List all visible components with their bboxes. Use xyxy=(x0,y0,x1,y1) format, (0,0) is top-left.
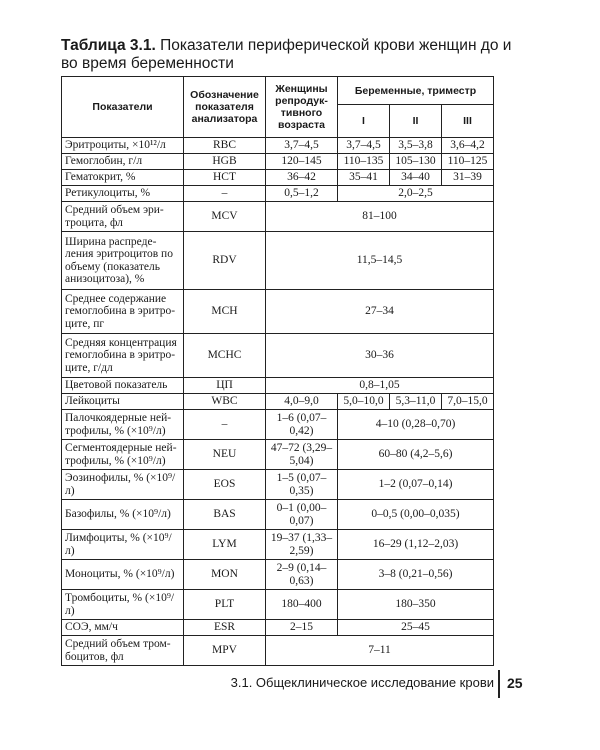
cell-women: 180–400 xyxy=(266,590,338,620)
cell-preg: 60–80 (4,2–5,6) xyxy=(338,440,494,470)
cell-all: 7–11 xyxy=(266,636,494,666)
cell-code: MPV xyxy=(184,636,266,666)
table-row xyxy=(62,560,494,590)
header-trimester-3: III xyxy=(442,105,494,138)
cell-women: 4,0–9,0 xyxy=(266,394,338,410)
table-row xyxy=(62,636,494,666)
table-row xyxy=(62,590,494,620)
cell-t3: 31–39 xyxy=(442,170,494,186)
cell-code: HCT xyxy=(184,170,266,186)
table-row xyxy=(62,186,494,202)
cell-name: Ретикулоциты, % xyxy=(62,186,184,202)
cell-t2: 3,5–3,8 xyxy=(390,138,442,154)
cell-name: Лейкоциты xyxy=(62,394,184,410)
cell-t2: 34–40 xyxy=(390,170,442,186)
table-row xyxy=(62,232,494,290)
cell-women: 2–9 (0,14–0,63) xyxy=(266,560,338,590)
cell-code: – xyxy=(184,186,266,202)
header-trimester-2: II xyxy=(390,105,442,138)
cell-name: Палочкоядерные ней-трофилы, % (×10⁹/л) xyxy=(62,410,184,440)
cell-t1: 35–41 xyxy=(338,170,390,186)
table-row xyxy=(62,620,494,636)
cell-name: Лимфоциты, % (×10⁹/л) xyxy=(62,530,184,560)
cell-name: Сегментоядерные ней-трофилы, % (×10⁹/л) xyxy=(62,440,184,470)
table-row xyxy=(62,154,494,170)
cell-women: 36–42 xyxy=(266,170,338,186)
table-row xyxy=(62,530,494,560)
cell-t1: 110–135 xyxy=(338,154,390,170)
table-row xyxy=(62,334,494,378)
cell-preg: 0–0,5 (0,00–0,035) xyxy=(338,500,494,530)
table-row xyxy=(62,378,494,394)
cell-all: 30–36 xyxy=(266,334,494,378)
table-row xyxy=(62,440,494,470)
cell-name: Цветовой показатель xyxy=(62,378,184,394)
caption-text: Показатели периферической крови женщин до и во время беременности xyxy=(61,37,512,72)
cell-all: 81–100 xyxy=(266,202,494,232)
cell-women: 3,7–4,5 xyxy=(266,138,338,154)
table-row xyxy=(62,410,494,440)
cell-name: Эозинофилы, % (×10⁹/л) xyxy=(62,470,184,500)
cell-t3: 7,0–15,0 xyxy=(442,394,494,410)
cell-name: Среднее содержание гемоглобина в эритро-ците, пг xyxy=(62,290,184,334)
cell-t2: 5,3–11,0 xyxy=(390,394,442,410)
table-row xyxy=(62,500,494,530)
cell-preg: 1–2 (0,07–0,14) xyxy=(338,470,494,500)
cell-name: СОЭ, мм/ч xyxy=(62,620,184,636)
footer-section: 3.1. Общеклиническое исследование крови xyxy=(230,675,494,690)
cell-t2: 105–130 xyxy=(390,154,442,170)
cell-code: MON xyxy=(184,560,266,590)
cell-code: MCV xyxy=(184,202,266,232)
cell-women: 1–5 (0,07–0,35) xyxy=(266,470,338,500)
table-row xyxy=(62,290,494,334)
cell-women: 120–145 xyxy=(266,154,338,170)
cell-code: – xyxy=(184,410,266,440)
header-analyzer: Обозначение показателя анализатора xyxy=(184,77,266,138)
page-footer xyxy=(0,674,600,694)
table-row xyxy=(62,202,494,232)
cell-name: Ширина распреде-ления эритроцитов по объему (показатель анизоцитоза), % xyxy=(62,232,184,290)
cell-code: NEU xyxy=(184,440,266,470)
cell-preg: 4–10 (0,28–0,70) xyxy=(338,410,494,440)
cell-all: 27–34 xyxy=(266,290,494,334)
cell-women: 47–72 (3,29–5,04) xyxy=(266,440,338,470)
cell-t3: 3,6–4,2 xyxy=(442,138,494,154)
cell-name: Средний объем тром-боцитов, фл xyxy=(62,636,184,666)
cell-name: Базофилы, % (×10⁹/л) xyxy=(62,500,184,530)
cell-women: 0,5–1,2 xyxy=(266,186,338,202)
cell-preg: 3–8 (0,21–0,56) xyxy=(338,560,494,590)
cell-code: HGB xyxy=(184,154,266,170)
cell-women: 19–37 (1,33–2,59) xyxy=(266,530,338,560)
cell-women: 0–1 (0,00–0,07) xyxy=(266,500,338,530)
cell-code: LYM xyxy=(184,530,266,560)
blood-indicators-table xyxy=(61,76,494,666)
header-pregnant: Беременные, триместр xyxy=(338,77,494,105)
cell-name: Гемоглобин, г/л xyxy=(62,154,184,170)
cell-code: MCHC xyxy=(184,334,266,378)
cell-women: 2–15 xyxy=(266,620,338,636)
table-row xyxy=(62,470,494,500)
cell-name: Тромбоциты, % (×10⁹/л) xyxy=(62,590,184,620)
cell-name: Гематокрит, % xyxy=(62,170,184,186)
table-row xyxy=(62,170,494,186)
header-indicator: Показатели xyxy=(62,77,184,138)
cell-code: RBC xyxy=(184,138,266,154)
cell-t3: 110–125 xyxy=(442,154,494,170)
table-caption xyxy=(61,37,531,73)
cell-preg: 2,0–2,5 xyxy=(338,186,494,202)
cell-code: MCH xyxy=(184,290,266,334)
cell-code: ESR xyxy=(184,620,266,636)
cell-t1: 3,7–4,5 xyxy=(338,138,390,154)
cell-all: 0,8–1,05 xyxy=(266,378,494,394)
page-number: 25 xyxy=(507,675,523,691)
cell-code: WBC xyxy=(184,394,266,410)
footer-divider xyxy=(498,670,500,698)
header-trimester-1: I xyxy=(338,105,390,138)
cell-name: Моноциты, % (×10⁹/л) xyxy=(62,560,184,590)
cell-name: Средняя концентрация гемоглобина в эритро-ците, г/дл xyxy=(62,334,184,378)
cell-code: RDV xyxy=(184,232,266,290)
cell-code: PLT xyxy=(184,590,266,620)
header-women: Женщины репродук-тивного возраста xyxy=(266,77,338,138)
cell-name: Средний объем эри-троцита, фл xyxy=(62,202,184,232)
cell-preg: 25–45 xyxy=(338,620,494,636)
table-row xyxy=(62,394,494,410)
cell-name: Эритроциты, ×10¹²/л xyxy=(62,138,184,154)
cell-code: EOS xyxy=(184,470,266,500)
table-row xyxy=(62,138,494,154)
caption-label: Таблица 3.1. xyxy=(61,37,156,54)
cell-preg: 16–29 (1,12–2,03) xyxy=(338,530,494,560)
cell-code: ЦП xyxy=(184,378,266,394)
cell-code: BAS xyxy=(184,500,266,530)
cell-women: 1–6 (0,07–0,42) xyxy=(266,410,338,440)
cell-t1: 5,0–10,0 xyxy=(338,394,390,410)
cell-all: 11,5–14,5 xyxy=(266,232,494,290)
cell-preg: 180–350 xyxy=(338,590,494,620)
